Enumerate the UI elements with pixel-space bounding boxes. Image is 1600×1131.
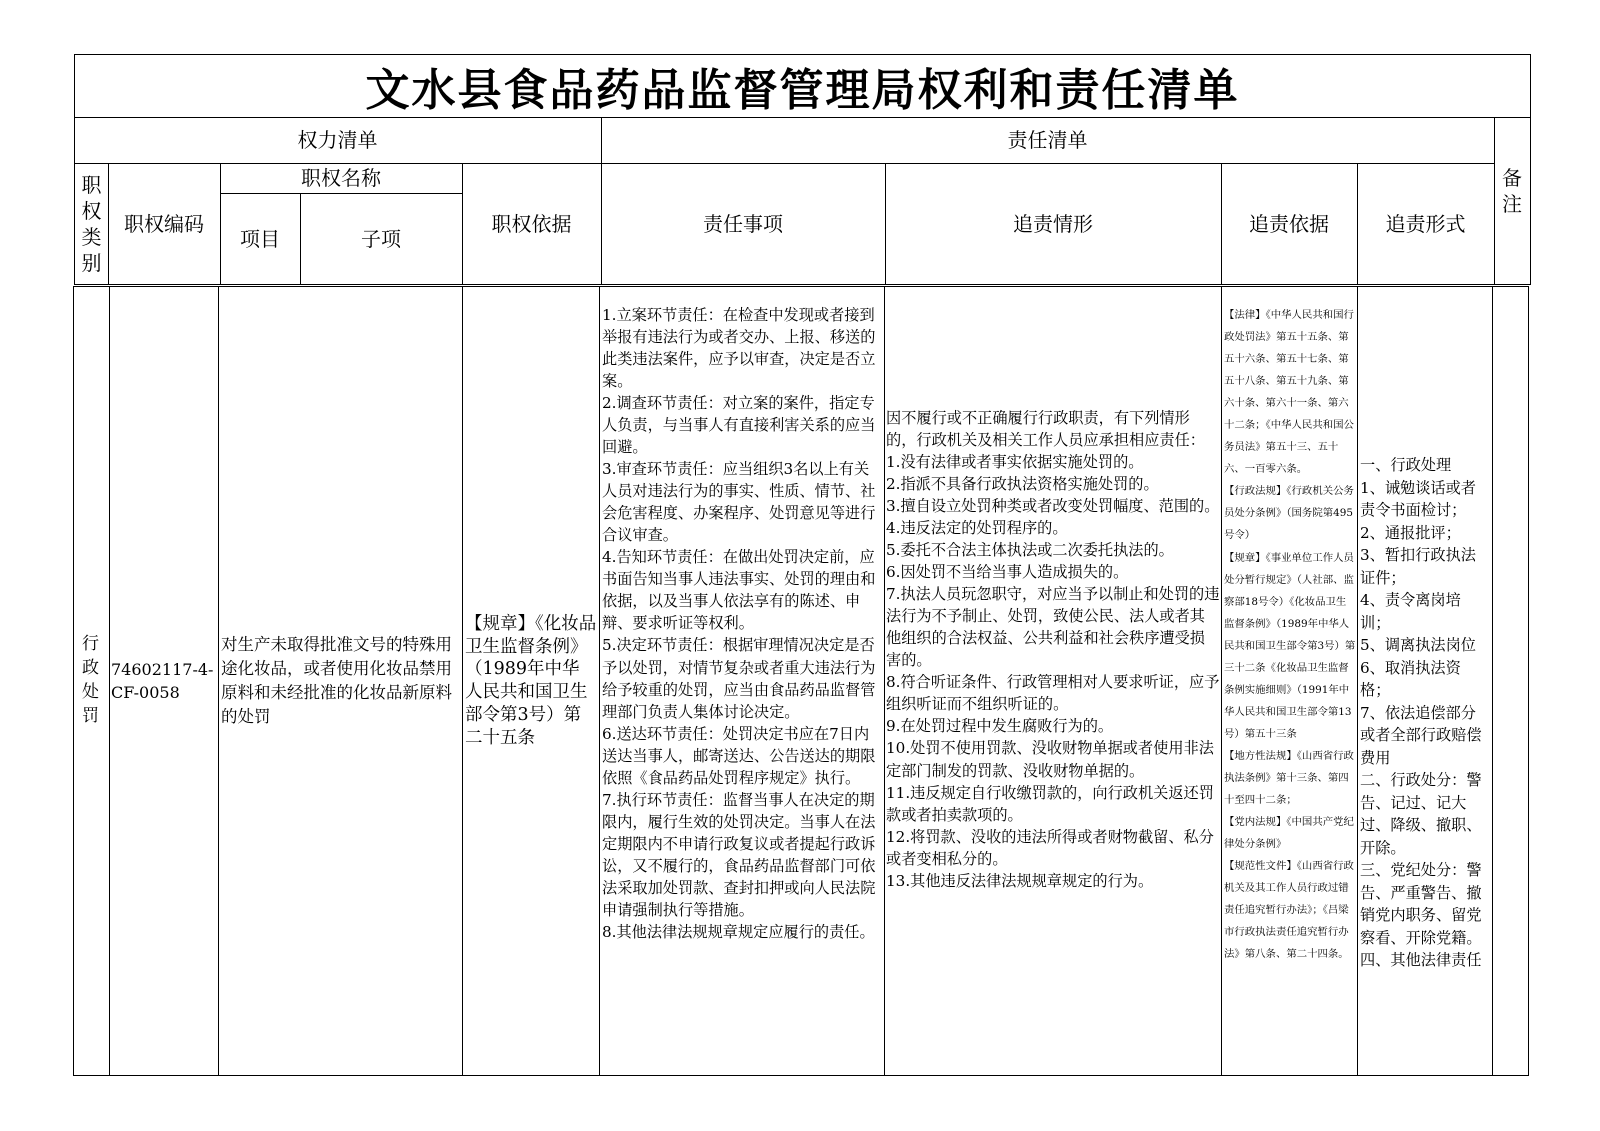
border-line bbox=[462, 286, 463, 1076]
border-line bbox=[1492, 286, 1493, 1076]
code-header: 职权编码 bbox=[124, 211, 204, 236]
category-header-char: 类 bbox=[81, 225, 102, 249]
accountability-basis-header: 追责依据 bbox=[1249, 211, 1329, 236]
remarks-header bbox=[1494, 164, 1530, 218]
duties-header: 责任事项 bbox=[703, 211, 783, 236]
border-line bbox=[74, 284, 1531, 285]
remarks-header-char: 注 bbox=[1502, 192, 1522, 216]
border-line bbox=[1530, 117, 1531, 285]
basis-cell bbox=[465, 287, 598, 1075]
code-cell bbox=[111, 287, 217, 1075]
category-header-char: 权 bbox=[81, 199, 102, 223]
responsibility-list-header: 责任清单 bbox=[1007, 128, 1088, 152]
border-line bbox=[73, 1075, 1529, 1076]
category-header-char: 职 bbox=[81, 173, 102, 197]
category-header-char: 别 bbox=[81, 251, 102, 275]
remarks-header-char: 备 bbox=[1502, 166, 1522, 190]
accountability-basis-value: 【法律】《中华人民共和国行政处罚法》第五十五条、第五十六条、第五十七条、第五十八条、第五十九条、第六十条、第六十一条、第六十二条；《中华人民共和国公务员法》第五十三、五十六、一百零六条。 【行政法规】《行政机关公务员处分条例》（国务院第495号令） 【规章】《事业单位工作人员处分暂行规定》（人社部、监察部18号令）《化妆品卫生监督条例》（1989年中华人民共和国卫生部令第3号）第三十二条《化妆品卫生监督条例实施细则》（1991年中华人民共和国卫生部令第13号）第五十三条 【地方性法规】《山西省行政执法条例》第十三条、第四十至四十二条； 【党内法规】《中国共产党纪律处分条例》 【规范性文件】《山西省行政机关及其工作人员行政过错责任追究暂行办法》；《吕梁市行政执法责任追究暂行办法》第八条、第二十四条。 bbox=[1224, 309, 1356, 961]
category-cell bbox=[74, 287, 108, 1075]
border-line bbox=[1528, 286, 1529, 1076]
sub-item-header: 子项 bbox=[361, 226, 401, 251]
situations-value: 因不履行或不正确履行行政职责，有下列情形的，行政机关及相关工作人员应承担相应责任： 1.没有法律或者事实依据实施处罚的。 2.指派不具备行政执法资格实施处罚的。 3.擅自设立处罚种类或者改变处罚幅度、范围的。 4.违反法定的处罚程序的。 5.委托不合法主体执法或二次委托执法的。 6.因处罚不当给当事人造成损失的。 7.执法人员玩忽职守，对应当予以制止和处罚的违法行为不予制止、处罚，致使公民、法人或者其他组织的合法权益、公共利益和社会秩序遭受损害的。 8.符合听证条件、行政管理相对人要求听证，应予组织听证而不组织听证的。 9.在处罚过程中发生腐败行为的。 10.处罚不使用罚款、没收财物单据或者使用非法定部门制发的罚款、没收财物单据的。 11.违反规定自行收缴罚款的，向行政机关返还罚款或者拍卖款项的。 12.将罚款、没收的违法所得或者财物截留、私分或者变相私分的。 13.其他违反法律法规规章规定的行为。 bbox=[886, 409, 1220, 890]
code-value: 74602117-4-CF-0058 bbox=[111, 659, 214, 702]
category-header bbox=[75, 164, 108, 284]
name-header: 职权名称 bbox=[301, 166, 381, 190]
basis-value: 【规章】《化妆品卫生监督条例》（1989年中华人民共和国卫生部令第3号）第二十五条 bbox=[465, 613, 597, 748]
border-line bbox=[599, 286, 600, 1076]
border-line bbox=[218, 286, 219, 1076]
border-line bbox=[109, 286, 110, 1076]
category-value: 行政处罚 bbox=[82, 634, 99, 726]
border-line bbox=[1357, 286, 1358, 1076]
border-line bbox=[884, 286, 885, 1076]
item-value: 对生产未取得批准文号的特殊用途化妆品，或者使用化妆品禁用原料和未经批准的化妆品新原料的处罚 bbox=[221, 635, 452, 726]
page-title: 文水县食品药品监督管理局权利和责任清单 bbox=[365, 64, 1240, 116]
border-line bbox=[1221, 286, 1222, 1076]
basis-header: 职权依据 bbox=[491, 211, 572, 236]
accountability-situations-header: 追责情形 bbox=[1013, 211, 1093, 236]
accountability-forms-value: 一、行政处理 1、诫勉谈话或者责令书面检讨； 2、通报批评； 3、暂扣行政执法证件； 4、责令离岗培训； 5、调离执法岗位 6、取消执法资格； 7、依法追偿部分或者全部行政赔偿费用 二、行政处分：警告、记过、记大过、降级、撤职、开除。 三、党纪处分：警告、严重警告、撤销党内职务、留党察看、开除党籍。 四、其他法律责任 bbox=[1360, 456, 1482, 969]
duties-value: 1.立案环节责任：在检查中发现或者接到举报有违法行为或者交办、上报、移送的此类违法案件，应予以审查，决定是否立案。 2.调查环节责任：对立案的案件，指定专人负责，与当事人有直接利害关系的应当回避。 3.审查环节责任：应当组织3名以上有关人员对违法行为的事实、性质、情节、社会危害程度、办案程序、处罚意见等进行合议审查。 4.告知环节责任：在做出处罚决定前，应书面告知当事人违法事实、处罚的理由和依据，以及当事人依法享有的陈述、申辩、要求听证等权利。 5.决定环节责任：根据审理情况决定是否予以处罚，对情节复杂或者重大违法行为给予较重的处罚，应当由食品药品监督管理部门负责人集体讨论决定。 6.送达环节责任：处罚决定书应在7日内送达当事人，邮寄送达、公告送达的期限依照《食品药品处罚程序规定》执行。 7.执行环节责任：监督当事人在决定的期限内，履行生效的处罚决定。当事人在法定期限内不申请行政复议或者提起行政诉讼，又不履行的，食品药品监督部门可依法采取加处罚款、查封扣押或向人民法院申请强制执行等措施。 8.其他法律法规规章规定应履行的责任。 bbox=[602, 306, 876, 941]
item-cell bbox=[221, 287, 461, 1075]
accountability-forms-header: 追责形式 bbox=[1385, 211, 1466, 236]
item-header: 项目 bbox=[240, 226, 280, 251]
power-list-header: 权力清单 bbox=[297, 128, 378, 152]
